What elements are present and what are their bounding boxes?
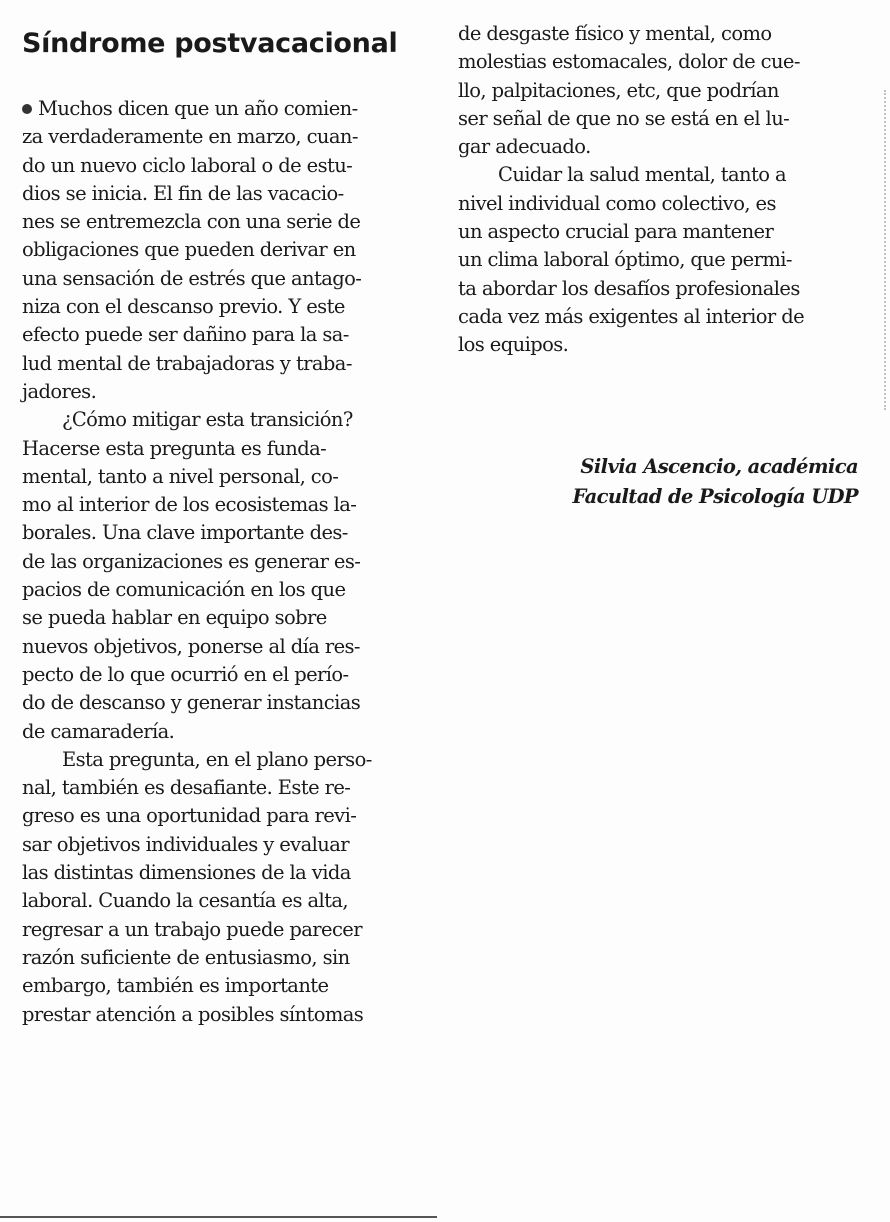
article-line: obligaciones que pueden derivar en <box>22 238 356 262</box>
article-headline: Síndrome postvacacional <box>22 28 398 59</box>
article-line: de desgaste físico y mental, como <box>458 22 772 45</box>
article-line: nes se entremezcla con una serie de <box>22 210 361 234</box>
article-line: borales. Una clave importante des- <box>22 521 348 545</box>
article-line: Muchos dicen que un año comien- <box>22 95 422 123</box>
article-line: ta abordar los desafíos profesionales <box>458 276 800 300</box>
article-line: mental, tanto a nivel personal, co- <box>22 464 339 488</box>
article-line: lud mental de trabajadoras y traba- <box>22 351 352 375</box>
article-line: do un nuevo ciclo laboral o de estu- <box>22 153 353 177</box>
article-line: las distintas dimensiones de la vida <box>22 861 351 885</box>
article-line: gar adecuado. <box>458 135 591 159</box>
article-line: prestar atención a posibles síntomas <box>22 1002 364 1026</box>
article-line: embargo, también es importante <box>22 974 329 998</box>
article-line: los equipos. <box>458 333 569 357</box>
bottom-divider <box>0 1216 437 1218</box>
article-line: Hacerse esta pregunta es funda- <box>22 436 327 460</box>
article-line: un clima laboral óptimo, que permi- <box>458 248 792 272</box>
article-line: cada vez más exigentes al interior de <box>458 304 805 328</box>
article-line: ¿Cómo mitigar esta transición? <box>62 408 353 432</box>
article-line: de camaradería. <box>22 719 175 743</box>
article-line: de las organizaciones es generar es- <box>22 549 361 573</box>
article-line: regresar a un trabajo puede parecer <box>22 917 362 941</box>
article-line: mo al interior de los ecosistemas la- <box>22 493 357 517</box>
article-line: Cuidar la salud mental, tanto a <box>498 163 787 187</box>
article-line: nal, también es desafiante. Este re- <box>22 776 351 800</box>
article-line: do de descanso y generar instancias <box>22 691 361 715</box>
article-line: jadores. <box>22 379 97 403</box>
author-affiliation: Facultad de Psicología UDP <box>572 485 858 508</box>
article-line: razón suficiente de entusiasmo, sin <box>22 945 350 969</box>
article-line: laboral. Cuando la cesantía es alta, <box>22 889 349 913</box>
bullet-icon <box>22 104 32 114</box>
article-line: greso es una oportunidad para revi- <box>22 804 357 828</box>
article-line: ser señal de que no se está en el lu- <box>458 106 790 130</box>
page-edge-artifact <box>884 90 890 410</box>
article-line: nivel individual como colectivo, es <box>458 191 776 215</box>
article-line: pacios de comunicación en los que <box>22 578 346 602</box>
article-line: niza con el descanso previo. Y este <box>22 295 345 319</box>
article-line: una sensación de estrés que antago- <box>22 266 362 290</box>
article-line: nuevos objetivos, ponerse al día res- <box>22 634 360 658</box>
article-line: Esta pregunta, en el plano perso- <box>62 747 372 771</box>
article-line: sar objetivos individuales y evaluar <box>22 832 349 856</box>
article-line: za verdaderamente en marzo, cuan- <box>22 125 358 149</box>
article-line: efecto puede ser dañino para la sa- <box>22 323 349 347</box>
article-left-column <box>22 95 422 1029</box>
article-line: pecto de lo que ocurrió en el perío- <box>22 662 349 686</box>
article-line: se pueda hablar en equipo sobre <box>22 606 327 630</box>
article-line: llo, palpitaciones, etc, que podrían <box>458 78 779 102</box>
author-name: Silvia Ascencio, académica <box>580 455 858 478</box>
article-signature <box>572 452 858 512</box>
article-line: molestias estomacales, dolor de cue- <box>458 50 800 74</box>
article-right-column <box>458 20 858 360</box>
article-line: dios se inicia. El fin de las vacacio- <box>22 181 344 205</box>
article-line: un aspecto crucial para mantener <box>458 220 774 244</box>
